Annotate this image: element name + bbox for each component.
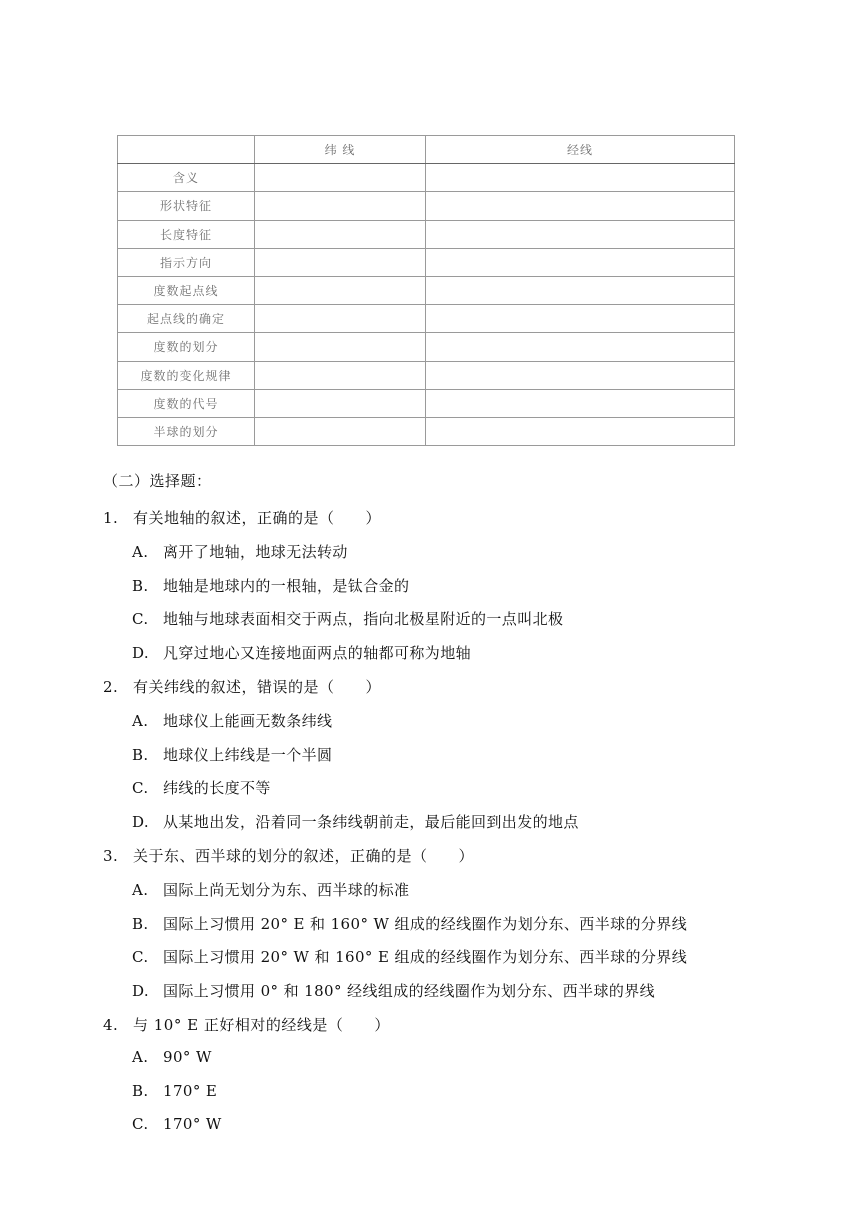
- option-text: 地轴是地球内的一根轴，是钛合金的: [163, 577, 410, 595]
- option-text: 170° W: [163, 1115, 222, 1133]
- comparison-table: [117, 135, 735, 446]
- question-text: 关于东、西半球的划分的叙述，正确的是（ ）: [133, 847, 475, 865]
- option-3a: [132, 879, 409, 900]
- option-3c: [132, 946, 687, 967]
- option-text: 地球仪上纬线是一个半圆: [163, 746, 333, 764]
- row-label: 半球的划分: [118, 417, 255, 445]
- question-number: 2.: [103, 678, 119, 696]
- option-2b: [132, 744, 332, 765]
- latitude-cell: [255, 305, 426, 333]
- option-letter: D.: [132, 982, 150, 1000]
- latitude-cell: [255, 417, 426, 445]
- longitude-cell: [426, 389, 735, 417]
- option-text: 国际上习惯用 20° E 和 160° W 组成的经线圈作为划分东、西半球的分界线: [163, 915, 688, 933]
- row-label: 指示方向: [118, 248, 255, 276]
- option-letter: B.: [132, 1082, 149, 1100]
- option-text: 170° E: [163, 1082, 218, 1100]
- option-1c: [132, 608, 563, 629]
- option-letter: C.: [132, 948, 149, 966]
- option-2d: [132, 811, 579, 832]
- latitude-cell: [255, 192, 426, 220]
- option-1b: [132, 575, 409, 596]
- table-row: [118, 305, 735, 333]
- question-number: 3.: [103, 847, 119, 865]
- question-number: 1.: [103, 509, 119, 527]
- option-text: 从某地出发，沿着同一条纬线朝前走，最后能回到出发的地点: [163, 813, 579, 831]
- option-4b: [132, 1082, 217, 1100]
- latitude-cell: [255, 164, 426, 192]
- question-4: [103, 1014, 390, 1035]
- latitude-cell: [255, 389, 426, 417]
- latitude-cell: [255, 361, 426, 389]
- option-letter: C.: [132, 610, 149, 628]
- question-number: 4.: [103, 1016, 119, 1034]
- option-letter: A.: [132, 881, 149, 899]
- option-text: 国际上习惯用 20° W 和 160° E 组成的经线圈作为划分东、西半球的分界线: [163, 948, 688, 966]
- option-letter: B.: [132, 915, 149, 933]
- option-2c: [132, 777, 271, 798]
- longitude-cell: [426, 361, 735, 389]
- table-row: [118, 333, 735, 361]
- longitude-cell: [426, 192, 735, 220]
- table-row: [118, 248, 735, 276]
- option-2a: [132, 710, 332, 731]
- longitude-cell: [426, 164, 735, 192]
- longitude-cell: [426, 248, 735, 276]
- longitude-cell: [426, 220, 735, 248]
- option-text: 90° W: [163, 1048, 212, 1066]
- row-label: 形状特征: [118, 192, 255, 220]
- option-letter: B.: [132, 577, 149, 595]
- table-row: [118, 417, 735, 445]
- option-text: 离开了地轴，地球无法转动: [163, 543, 348, 561]
- option-4c: [132, 1115, 222, 1133]
- table-header-cell: [118, 136, 255, 164]
- row-label: 度数起点线: [118, 276, 255, 304]
- table-row: [118, 164, 735, 192]
- longitude-cell: [426, 333, 735, 361]
- question-3: [103, 845, 474, 866]
- option-4a: [132, 1048, 212, 1066]
- table-header-cell: 纬 线: [255, 136, 426, 164]
- longitude-cell: [426, 276, 735, 304]
- row-label: 度数的变化规律: [118, 361, 255, 389]
- option-3b: [132, 913, 687, 934]
- latitude-cell: [255, 248, 426, 276]
- option-letter: D.: [132, 813, 150, 831]
- table-header-cell: 经线: [426, 136, 735, 164]
- question-text: 有关纬线的叙述，错误的是（ ）: [133, 678, 382, 696]
- option-text: 纬线的长度不等: [163, 779, 271, 797]
- option-1a: [132, 541, 348, 562]
- row-label: 含义: [118, 164, 255, 192]
- option-letter: C.: [132, 1115, 149, 1133]
- question-text: 有关地轴的叙述，正确的是（ ）: [133, 509, 382, 527]
- question-text: 与 10° E 正好相对的经线是（ ）: [133, 1016, 390, 1034]
- option-3d: [132, 980, 655, 1001]
- section-title: （二）选择题：: [103, 472, 212, 490]
- table-row: [118, 220, 735, 248]
- table-row: [118, 361, 735, 389]
- option-letter: A.: [132, 543, 149, 561]
- row-label: 起点线的确定: [118, 305, 255, 333]
- option-text: 地轴与地球表面相交于两点，指向北极星附近的一点叫北极: [163, 610, 564, 628]
- latitude-cell: [255, 220, 426, 248]
- option-letter: B.: [132, 746, 149, 764]
- option-letter: A.: [132, 1048, 149, 1066]
- option-letter: D.: [132, 644, 150, 662]
- option-text: 地球仪上能画无数条纬线: [163, 712, 333, 730]
- table-row: [118, 192, 735, 220]
- row-label: 度数的代号: [118, 389, 255, 417]
- question-2: [103, 676, 381, 697]
- table-row: [118, 389, 735, 417]
- option-text: 凡穿过地心又连接地面两点的轴都可称为地轴: [163, 644, 472, 662]
- option-letter: C.: [132, 779, 149, 797]
- option-text: 国际上尚无划分为东、西半球的标准: [163, 881, 410, 899]
- option-letter: A.: [132, 712, 149, 730]
- option-text: 国际上习惯用 0° 和 180° 经线组成的经线圈作为划分东、西半球的界线: [163, 982, 656, 1000]
- latitude-cell: [255, 276, 426, 304]
- longitude-cell: [426, 417, 735, 445]
- question-1: [103, 507, 381, 528]
- longitude-cell: [426, 305, 735, 333]
- table-header-row: [118, 136, 735, 164]
- row-label: 长度特征: [118, 220, 255, 248]
- row-label: 度数的划分: [118, 333, 255, 361]
- option-1d: [132, 642, 471, 663]
- latitude-cell: [255, 333, 426, 361]
- table-row: [118, 276, 735, 304]
